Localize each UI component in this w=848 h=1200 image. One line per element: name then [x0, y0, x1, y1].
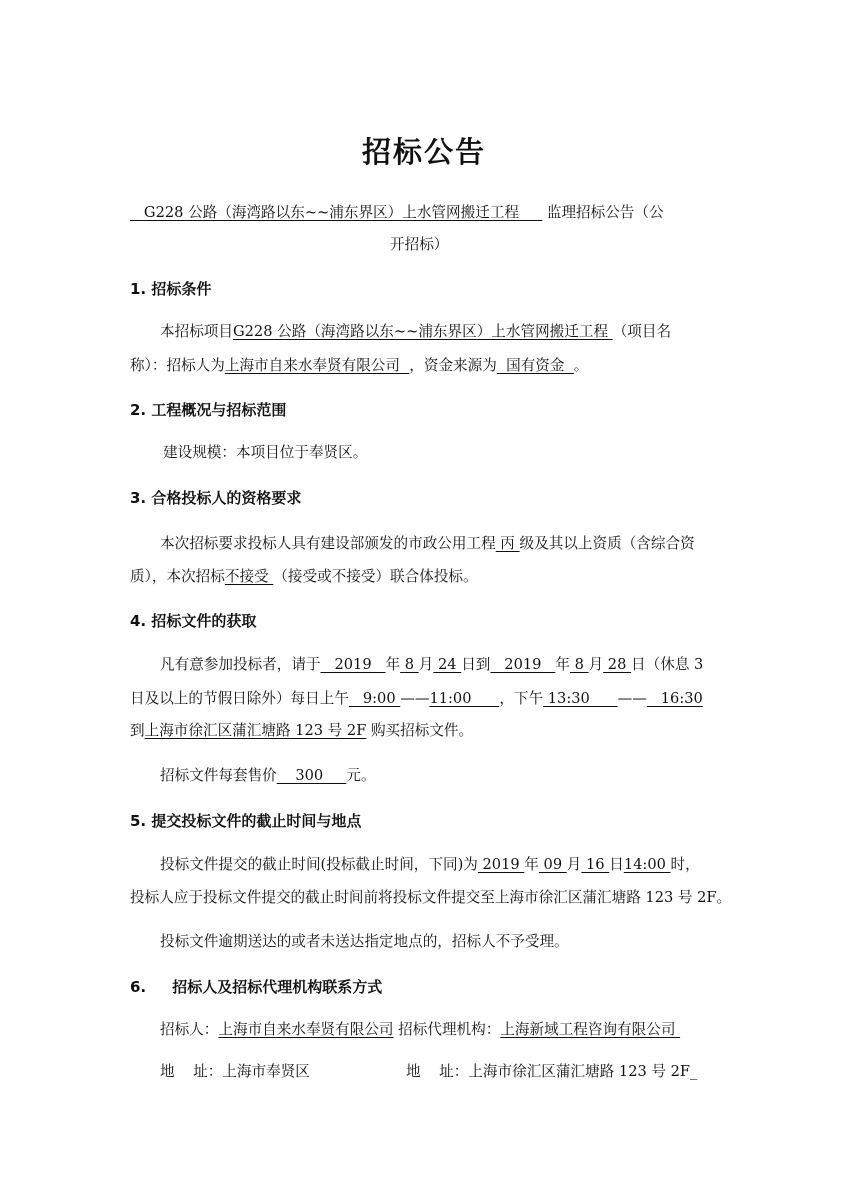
section-2-para: 建设规模：本项目位于奉贤区。: [163, 444, 368, 461]
subtitle-project: G228 公路（海湾路以东~~浦东界区）上水管网搬迁工程: [143, 204, 520, 221]
document-price: 300: [276, 767, 347, 784]
qualification-grade: 丙: [495, 535, 520, 552]
section-1-para-line-1: 本招标项目G228 公路（海湾路以东~~浦东界区）上水管网搬迁工程 （项目名: [160, 323, 672, 340]
afternoon-start: 13:30: [543, 690, 618, 707]
deadline-day: 16: [581, 856, 610, 873]
section-5-para-line-3: 投标文件逾期送达的或者未送达指定地点的，招标人不予受理。: [160, 933, 569, 950]
section-5-heading: 5. 提交投标文件的截止时间与地点: [130, 812, 362, 830]
contact-tenderer: 上海市自来水奉贤有限公司: [218, 1021, 394, 1038]
contact-agent: 上海新域工程咨询有限公司: [500, 1021, 681, 1038]
section-3-para-line-1: 本次招标要求投标人具有建设部颁发的市政公用工程 丙 级及其以上资质（含综合资: [160, 535, 695, 552]
section-4-para-line-3: 到上海市徐汇区蒲汇塘路 123 号 2F 购买招标文件。: [130, 722, 474, 739]
section-3-para-line-2: 质），本次招标不接受 （接受或不接受）联合体投标。: [130, 568, 478, 585]
subtitle-rest: 监理招标公告（公: [546, 204, 664, 221]
section-2-heading: 2. 工程概况与招标范围: [130, 401, 287, 419]
start-month: 8: [400, 656, 419, 673]
tenderer-name: 上海市自来水奉贤有限公司: [224, 357, 410, 374]
afternoon-end: 16:30: [646, 690, 703, 707]
end-year: 2019: [490, 656, 556, 673]
morning-end: 11:00: [429, 690, 500, 707]
section-4-heading: 4. 招标文件的获取: [130, 612, 257, 630]
end-day: 28: [603, 656, 632, 673]
deadline-time: 14:00: [623, 856, 671, 873]
tenderer-address: 地 址：上海市奉贤区: [160, 1063, 310, 1080]
section-6-contacts-line-1: 招标人：上海市自来水奉贤有限公司 招标代理机构：上海新域工程咨询有限公司: [160, 1021, 681, 1038]
morning-start: 9:00: [348, 690, 401, 707]
section-3-heading: 3. 合格投标人的资格要求: [130, 489, 302, 507]
agent-address: 地 址：上海市徐汇区蒲汇塘路 123 号 2F_: [406, 1063, 698, 1080]
section-4-para-line-4: 招标文件每套售价 300 元。: [160, 767, 376, 784]
end-month: 8: [569, 656, 589, 673]
project-name: G228 公路（海湾路以东~~浦东界区）上水管网搬迁工程: [232, 323, 613, 340]
section-1-heading: 1. 招标条件: [130, 280, 212, 298]
section-1-para-line-2: 称）：招标人为上海市自来水奉贤有限公司 ，资金来源为 国有资金 。: [130, 357, 589, 374]
section-4-para-line-1: 凡有意参加投标者，请于 2019 年 8 月 24 日到 2019 年 8 月 28 日（休息 3: [160, 656, 704, 673]
consortium-option: 不接受: [224, 568, 274, 585]
fund-source: 国有资金: [496, 357, 574, 374]
subtitle-line-1: [130, 202, 664, 224]
start-year: 2019: [320, 656, 386, 673]
purchase-address: 上海市徐汇区蒲汇塘路 123 号 2F: [144, 722, 367, 739]
section-5-para-line-1: 投标文件提交的截止时间(投标截止时间，下同)为 2019 年 09 月 16 日14:00 时，: [160, 856, 700, 873]
document-title: 招标公告: [361, 135, 486, 169]
start-day: 24: [433, 656, 462, 673]
section-6-heading: 6. 招标人及招标代理机构联系方式: [130, 978, 383, 996]
deadline-month: 09: [538, 856, 567, 873]
section-4-para-line-2: 日及以上的节假日除外）每日上午 9:00 ——11:00 ，下午 13:30 —— 16:30: [130, 690, 703, 707]
subtitle-line-2: 开招标）: [390, 236, 449, 253]
deadline-year: 2019: [477, 856, 525, 873]
section-5-para-line-2: 投标人应于投标文件提交的截止时间前将投标文件提交至上海市徐汇区蒲汇塘路 123 号 2F。: [130, 889, 732, 906]
